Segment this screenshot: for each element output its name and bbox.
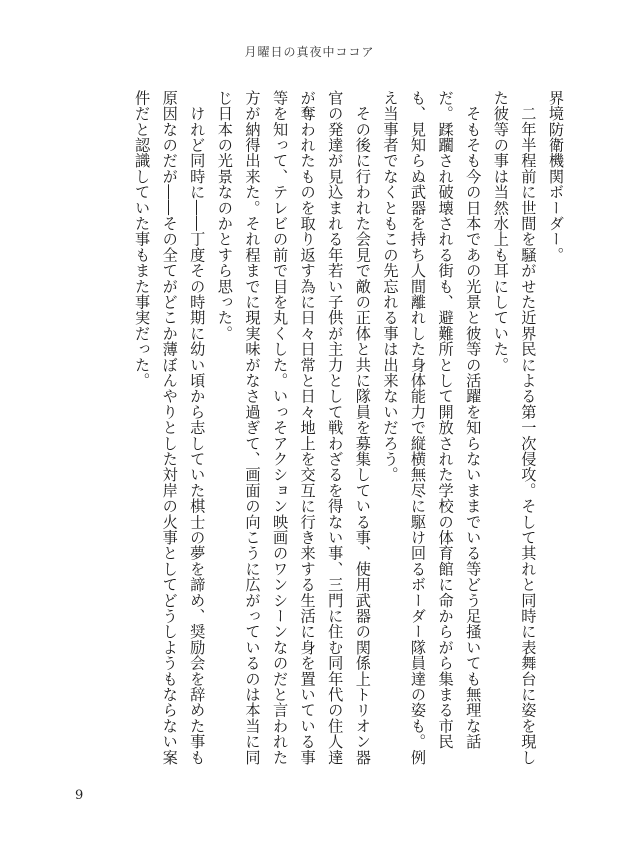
paragraph: 界境防衛機関ボーダー。: [547, 90, 565, 263]
paragraph: そもそも今の日本であの光景と彼等の活躍を知らないままでいる等どう足掻いても無理な話だ。蹂躙され破壊される街も、避難所として開放された学校の体育館に命からがら集まる市民も、見知らぬ武器を持ち人間離れした身体能力で縦横無尽に駆け回るボーダー隊員達の姿も。例え当事者でなくともこの先忘れる事は出来ないだろう。: [381, 90, 483, 766]
vertical-text-body: [69, 90, 569, 780]
page-number: 9: [75, 788, 84, 803]
paragraph: けれど同時に――丁度その時期に幼い頃から志していた棋士の夢を諦め、奨励会を辞めた事も原因なのだが――その全てがどこか薄ぼんやりとした対岸の火事としてどうしようもならない案件だと認識していた事もまた事実だった。: [133, 90, 207, 766]
running-header: 月曜日の真夜中ココア: [244, 45, 375, 59]
paragraph: 二年半程前に世間を騒がせた近界民による第一次侵攻。そして其れと同時に表舞台に姿を現した彼等の事は当然水上も耳にしていた。: [491, 90, 538, 766]
paragraph: その後に行われた会見で敵の正体と共に隊員を募集している事、使用武器の関係上トリオン器官の発達が見込まれる年若い子供が主力として戦わざるを得ない事、三門に住む同年代の住人達が奪われたものを取り返す為に日々日常と日々地上を交互に行き来する生活に身を置いている事等を知って、テレビの前で目を丸くした。いっそアクション映画のワンシーンなのだと言われた方が納得出来た。それ程までに現実味がなさ過ぎて、画面の向こうに広がっているのは本当に同じ日本の光景なのかとすら思った。: [215, 90, 372, 766]
